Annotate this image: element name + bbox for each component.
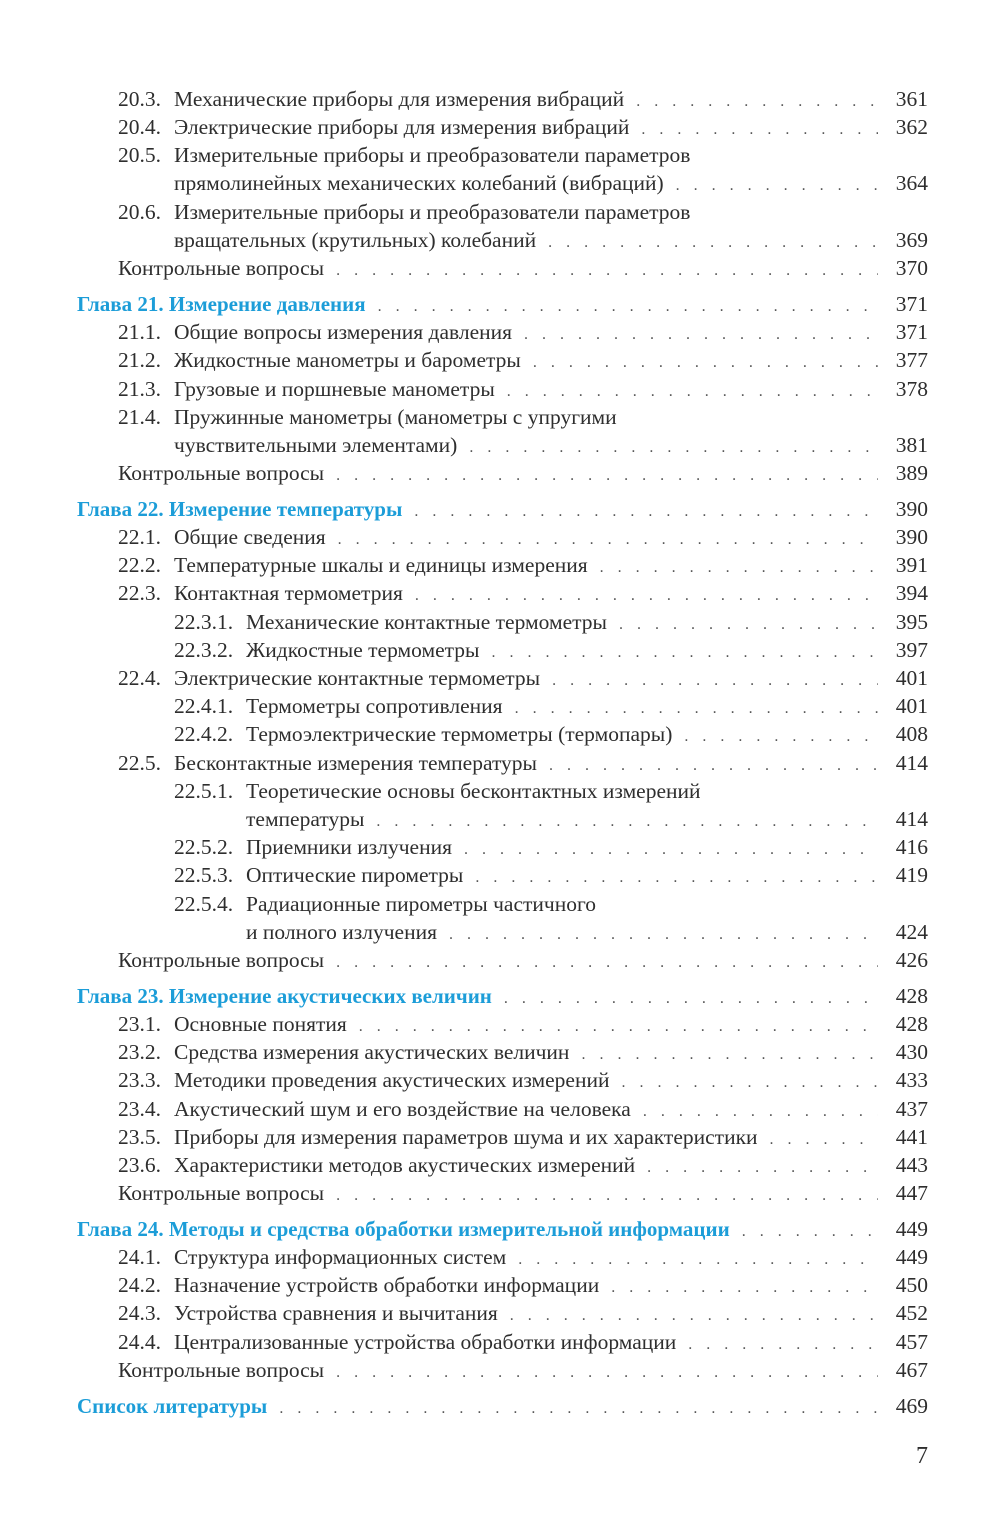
leader-dots — [338, 526, 878, 554]
toc-entry-title: Пружинные манометры (манометры с упругими — [174, 404, 617, 429]
toc-entry-title: Акустический шум и его воздействие на человека — [174, 1096, 631, 1121]
toc-page-number: 452 — [895, 1301, 928, 1326]
leader-dots — [770, 1126, 878, 1154]
toc-entry-title: Методики проведения акустических измерений — [174, 1068, 610, 1093]
toc-entry-title-continued: вращательных (крутильных) колебаний — [174, 227, 537, 252]
leader-dots — [524, 321, 878, 349]
toc-entry — [174, 636, 928, 664]
toc-chapter-entry — [77, 982, 928, 1010]
toc-entry-number: 21.3. — [118, 376, 161, 401]
leader-dots — [688, 1331, 878, 1359]
toc-entry — [174, 777, 928, 833]
toc-chapter-entry — [77, 1215, 928, 1243]
leader-dots — [600, 554, 878, 582]
toc-page-number: 361 — [895, 87, 928, 111]
chapter-title: Глава 22. Измерение температуры — [77, 496, 403, 521]
toc-entry — [118, 1095, 928, 1123]
toc-entry-number: 20.5. — [118, 143, 161, 168]
toc-entry-number: 23.4. — [118, 1096, 161, 1121]
toc-page-number: 394 — [895, 581, 928, 606]
toc-entry-number: 21.2. — [118, 348, 161, 373]
toc-entry — [118, 141, 928, 197]
toc-entry-title: Характеристики методов акустических измерений — [174, 1152, 636, 1177]
leader-dots — [376, 808, 878, 836]
toc-entry-title: Грузовые и поршневые манометры — [174, 376, 495, 401]
toc-entry-title: Средства измерения акустических величин — [174, 1040, 570, 1065]
toc-page-number: 430 — [895, 1040, 928, 1065]
toc-entry-title: Приемники излучения — [246, 835, 453, 860]
toc-page-number: 389 — [895, 461, 928, 486]
toc-page-number: 362 — [895, 115, 928, 140]
toc-page-number: 371 — [895, 320, 928, 345]
toc-entry-number: 23.2. — [118, 1040, 161, 1065]
toc-page-number: 390 — [895, 525, 928, 549]
leader-dots — [581, 1041, 878, 1069]
leader-dots — [647, 1154, 878, 1182]
toc-entry-number: 20.3. — [118, 87, 161, 111]
toc-entry-title: Контактная термометрия — [174, 581, 403, 606]
toc-entry-number: 22.4. — [118, 666, 161, 690]
leader-dots — [507, 378, 878, 406]
toc-entry — [118, 1123, 928, 1151]
toc-page-number: 370 — [895, 256, 928, 281]
toc-page-number: 447 — [895, 1181, 928, 1206]
toc-entry-title: Контрольные вопросы — [118, 1357, 325, 1382]
toc-page-number: 428 — [895, 983, 928, 1008]
leader-dots — [359, 1013, 878, 1041]
toc-page-number: 395 — [895, 609, 928, 634]
leader-dots — [415, 582, 878, 610]
toc-page-number: 377 — [895, 348, 928, 373]
toc-entry-title: Жидкостные термометры — [246, 637, 480, 662]
toc-entry-number: 24.1. — [118, 1245, 161, 1269]
toc-page-number: 391 — [895, 553, 928, 578]
leader-dots — [378, 293, 878, 321]
toc-entry — [118, 254, 928, 282]
toc-entry — [174, 890, 928, 946]
toc-entry-title-continued: и полного излучения — [246, 919, 437, 944]
toc-entry — [174, 720, 928, 748]
toc-entry-title: Контрольные вопросы — [118, 461, 325, 486]
leader-dots — [336, 1182, 878, 1210]
toc-entry-title-continued: чувствительными элементами) — [174, 432, 458, 457]
toc-page-number: 467 — [895, 1357, 928, 1382]
leader-dots — [469, 434, 878, 462]
toc-entry-title: Теоретические основы бесконтактных измерений — [246, 778, 701, 803]
toc-entry — [118, 1151, 928, 1179]
toc-entry-number: 22.5. — [118, 750, 161, 775]
leader-dots — [336, 462, 878, 490]
toc-chapter-entry — [77, 290, 928, 318]
toc-entry-number: 22.4.2. — [174, 722, 234, 747]
toc-entry-title: Общие сведения — [174, 525, 326, 549]
toc-entry — [118, 1299, 928, 1327]
toc-entry-number: 20.4. — [118, 115, 161, 140]
toc-entry-title: Централизованные устройства обработки информации — [174, 1329, 677, 1354]
toc-entry-title: Основные понятия — [174, 1011, 347, 1036]
toc-entry-title: Бесконтактные измерения температуры — [174, 750, 538, 775]
toc-entry — [118, 1010, 928, 1038]
toc-page-number: 390 — [895, 496, 928, 521]
toc-page-number: 433 — [895, 1068, 928, 1093]
toc-page-number: 408 — [895, 722, 928, 747]
toc-entry-title: Оптические пирометры — [246, 863, 464, 888]
toc-entry-number: 20.6. — [118, 199, 161, 224]
toc-page-number: 401 — [895, 666, 928, 690]
leader-dots — [336, 257, 878, 285]
toc-page-number: 397 — [895, 637, 928, 662]
toc-entry-number: 24.4. — [118, 1329, 161, 1354]
toc-entry-number: 22.5.4. — [174, 891, 234, 916]
toc-entry — [118, 1038, 928, 1066]
toc-page-number: 441 — [895, 1124, 928, 1149]
toc-entry — [118, 551, 928, 579]
leader-dots — [621, 1069, 878, 1097]
toc-entry — [118, 346, 928, 374]
toc-entry — [174, 861, 928, 889]
toc-page-number: 401 — [895, 694, 928, 719]
toc-page-number: 469 — [895, 1393, 928, 1418]
leader-dots — [611, 1274, 878, 1302]
toc-entry-title: Измерительные приборы и преобразователи параметров — [174, 199, 691, 224]
toc-entry — [118, 318, 928, 346]
toc-entry-title-continued: температуры — [246, 806, 365, 831]
leader-dots — [491, 639, 878, 667]
toc-page-number: 364 — [895, 171, 928, 196]
toc-entry — [118, 113, 928, 141]
toc-page-number: 419 — [895, 863, 928, 888]
toc-entry-title: Контрольные вопросы — [118, 948, 325, 972]
toc-entry-number: 23.3. — [118, 1068, 161, 1093]
leader-dots — [552, 667, 878, 695]
toc-entry-number: 22.3.2. — [174, 637, 234, 662]
leader-dots — [636, 88, 878, 116]
toc-entry-title: Электрические контактные термометры — [174, 666, 541, 690]
toc-entry — [118, 1179, 928, 1207]
toc-entry-title: Контрольные вопросы — [118, 256, 325, 281]
toc-entry — [118, 85, 928, 113]
leader-dots — [643, 1098, 878, 1126]
toc-entry — [118, 459, 928, 487]
leader-dots — [676, 172, 878, 200]
toc-chapter-entry — [77, 495, 928, 523]
toc-entry-number: 22.3.1. — [174, 609, 234, 634]
toc-entry-title: Температурные шкалы и единицы измерения — [174, 553, 588, 578]
toc-entry — [118, 579, 928, 607]
toc-page-number: 381 — [895, 432, 928, 457]
toc-entry — [118, 664, 928, 692]
toc-entry — [118, 523, 928, 551]
toc-page-number: 371 — [895, 291, 928, 316]
toc-page-number: 428 — [895, 1011, 928, 1036]
toc-entry-number: 22.5.1. — [174, 778, 234, 803]
toc-entry-number: 21.4. — [118, 404, 161, 429]
leader-dots — [684, 723, 878, 751]
toc-page-number: 457 — [895, 1329, 928, 1354]
toc-entry-number: 22.5.2. — [174, 835, 234, 860]
toc-entry-title: Механические контактные термометры — [246, 609, 607, 634]
toc-entry-title: Радиационные пирометры частичного — [246, 891, 597, 916]
leader-dots — [510, 1302, 878, 1330]
chapter-title: Глава 24. Методы и средства обработки измерительной информации — [77, 1216, 730, 1241]
leader-dots — [336, 949, 878, 977]
toc-page-number: 424 — [895, 919, 928, 944]
toc-entry — [118, 375, 928, 403]
toc-chapter-entry — [77, 1392, 928, 1420]
leader-dots — [475, 864, 878, 892]
toc-entry-number: 21.1. — [118, 320, 161, 345]
toc-entry-title: Общие вопросы измерения давления — [174, 320, 513, 345]
toc-entry-number: 23.1. — [118, 1011, 161, 1036]
toc-entry-title: Устройства сравнения и вычитания — [174, 1301, 498, 1326]
toc-entry-title: Приборы для измерения параметров шума и их характеристики — [174, 1124, 758, 1149]
leader-dots — [449, 921, 878, 949]
toc-entry-number: 22.3. — [118, 581, 161, 606]
chapter-title: Глава 23. Измерение акустических величин — [77, 983, 492, 1008]
leader-dots — [518, 1246, 878, 1274]
toc-entry-number: 24.3. — [118, 1301, 161, 1326]
toc-page-number: 414 — [895, 806, 928, 831]
toc-page-number: 449 — [895, 1245, 928, 1269]
toc-page-number: 437 — [895, 1096, 928, 1121]
leader-dots — [279, 1395, 878, 1423]
toc-entry — [118, 749, 928, 777]
chapter-title: Список литературы — [77, 1393, 268, 1418]
toc-entry-number: 24.2. — [118, 1273, 161, 1298]
toc-entry-number: 22.2. — [118, 553, 161, 578]
toc-entry-title: Электрические приборы для измерения вибраций — [174, 115, 630, 140]
toc-entry — [118, 198, 928, 254]
toc-page-number: 414 — [895, 750, 928, 775]
leader-dots — [504, 985, 878, 1013]
toc-entry — [174, 833, 928, 861]
toc-entry-number: 22.5.3. — [174, 863, 234, 888]
page-number: 7 — [916, 1443, 928, 1469]
leader-dots — [641, 116, 878, 144]
toc-page-number: 443 — [895, 1152, 928, 1177]
toc-entry-title: Жидкостные манометры и барометры — [174, 348, 521, 373]
toc-entry — [118, 1271, 928, 1299]
toc-entry-title-continued: прямолинейных механических колебаний (вибраций) — [174, 171, 664, 196]
toc-page-number: 378 — [895, 376, 928, 401]
leader-dots — [336, 1359, 878, 1387]
toc-entry — [174, 608, 928, 636]
toc-entry-title: Термоэлектрические термометры (термопары) — [246, 722, 673, 747]
toc-entry — [118, 1243, 928, 1271]
chapter-title: Глава 21. Измерение давления — [77, 291, 366, 316]
toc-entry-number: 23.6. — [118, 1152, 161, 1177]
toc-entry — [174, 692, 928, 720]
toc-entry-title: Термометры сопротивления — [246, 694, 503, 719]
toc-entry-title: Структура информационных систем — [174, 1245, 507, 1269]
leader-dots — [742, 1218, 878, 1246]
leader-dots — [414, 498, 878, 526]
leader-dots — [549, 752, 878, 780]
leader-dots — [464, 836, 878, 864]
toc-entry-title: Механические приборы для измерения вибраций — [174, 87, 625, 111]
leader-dots — [515, 695, 878, 723]
toc-page-number: 416 — [895, 835, 928, 860]
toc-page-number: 426 — [895, 948, 928, 972]
toc-page-number: 449 — [895, 1216, 928, 1241]
toc-entry — [118, 1356, 928, 1384]
toc-entry — [118, 946, 928, 974]
toc-entry-number: 22.4.1. — [174, 694, 234, 719]
leader-dots — [533, 349, 878, 377]
leader-dots — [548, 229, 878, 257]
toc-page-number: 369 — [895, 227, 928, 252]
toc-entry — [118, 1328, 928, 1356]
toc-entry — [118, 403, 928, 459]
toc-entry-title: Измерительные приборы и преобразователи параметров — [174, 143, 691, 168]
toc-entry-number: 23.5. — [118, 1124, 161, 1149]
toc-entry — [118, 1066, 928, 1094]
leader-dots — [619, 611, 878, 639]
toc-entry-title: Контрольные вопросы — [118, 1181, 325, 1206]
toc-entry-title: Назначение устройств обработки информации — [174, 1273, 600, 1298]
toc-entry-number: 22.1. — [118, 525, 161, 549]
toc-page-number: 450 — [895, 1273, 928, 1298]
